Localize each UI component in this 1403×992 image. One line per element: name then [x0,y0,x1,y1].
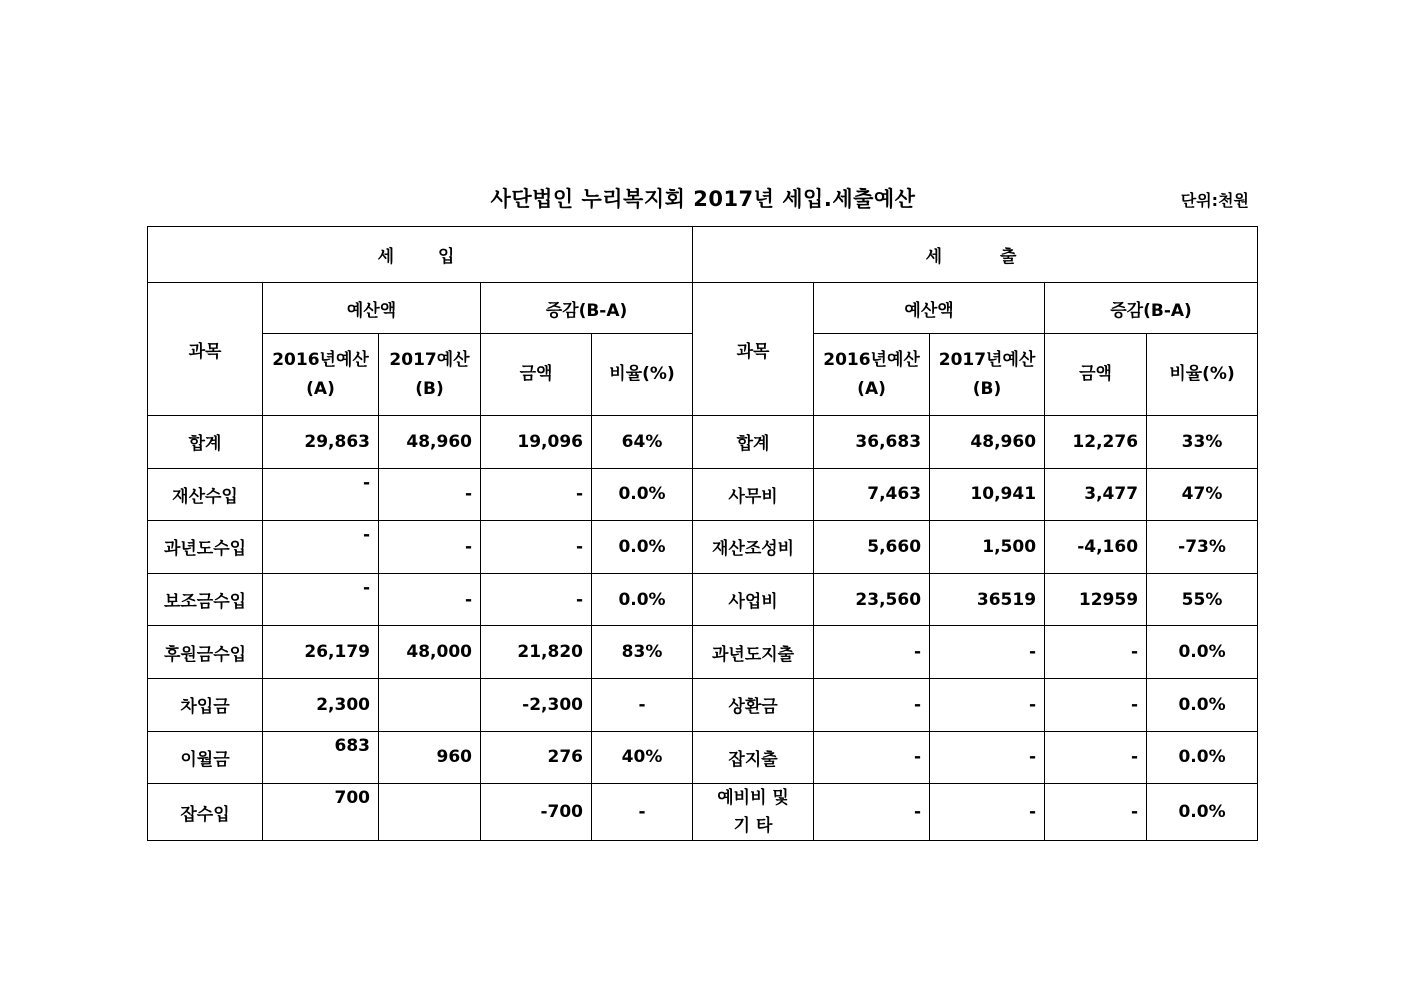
income-2017-header-line1: 2017예산 [389,349,470,370]
income-2016: 683 [263,731,379,784]
expense-subject-header: 과목 [693,283,814,416]
income-2016: 700 [263,784,379,841]
group-header-row [148,283,1258,334]
expense-amount: - [1045,626,1147,679]
income-subject-header: 과목 [148,283,263,416]
income-subject: 잡수입 [148,784,263,841]
expense-2016: 23,560 [814,573,930,626]
expense-ratio-header: 비율(%) [1147,334,1258,416]
table-row [148,731,1258,784]
expense-amount: 12959 [1045,573,1147,626]
expense-subject: 사무비 [693,468,814,521]
income-2017-header-line2: (B) [415,378,444,399]
income-budget-header: 예산액 [263,283,481,334]
expense-ratio: 0.0% [1147,784,1258,841]
income-2016: - [263,573,379,626]
expense-2017-header-line2: (B) [972,378,1002,399]
income-ratio: 0.0% [592,468,693,521]
section-header-row [148,227,1258,283]
expense-amount-header: 금액 [1045,334,1147,416]
income-2017 [379,678,481,731]
income-ratio: 40% [592,731,693,784]
income-ratio: 83% [592,626,693,679]
expense-ratio: 33% [1147,416,1258,469]
income-2017 [379,784,481,841]
income-2017: 48,000 [379,626,481,679]
expense-2016-header [814,334,930,416]
income-2016: 29,863 [263,416,379,469]
income-2016: 26,179 [263,626,379,679]
expense-budget-header: 예산액 [814,283,1045,334]
income-amount: - [481,521,592,574]
expense-subject: 합계 [693,416,814,469]
income-amount: - [481,573,592,626]
expense-amount: - [1045,678,1147,731]
income-subject: 재산수입 [148,468,263,521]
expense-ratio: 0.0% [1147,626,1258,679]
income-amount: - [481,468,592,521]
expense-header: 세출 [693,227,1258,283]
expense-amount: 3,477 [1045,468,1147,521]
expense-2017: - [930,626,1045,679]
income-subject: 합계 [148,416,263,469]
income-2017: - [379,573,481,626]
expense-subject: 재산조성비 [693,521,814,574]
expense-2016: - [814,731,930,784]
unit-label: 단위:천원 [1180,191,1249,210]
expense-2016: 36,683 [814,416,930,469]
income-ratio: - [592,784,693,841]
income-amount-header: 금액 [481,334,592,416]
income-subject: 보조금수입 [148,573,263,626]
income-change-header: 증감(B-A) [481,283,693,334]
expense-ratio: 47% [1147,468,1258,521]
expense-subject: 상환금 [693,678,814,731]
expense-2017: - [930,784,1045,841]
income-subject: 과년도수입 [148,521,263,574]
income-2016-header [263,334,379,416]
expense-2017: - [930,731,1045,784]
expense-amount: -4,160 [1045,521,1147,574]
income-ratio: - [592,678,693,731]
expense-subject: 잡지출 [693,731,814,784]
expense-subject [693,784,814,841]
income-2016-header-line2: (A) [306,378,335,399]
expense-subject: 과년도지출 [693,626,814,679]
expense-amount: - [1045,784,1147,841]
income-amount: -2,300 [481,678,592,731]
income-subject: 후원금수입 [148,626,263,679]
expense-change-header: 증감(B-A) [1045,283,1258,334]
income-2016: - [263,521,379,574]
income-header: 세입 [148,227,693,283]
expense-2016-header-line1: 2016년예산 [823,349,920,370]
income-2017: 960 [379,731,481,784]
income-amount: 19,096 [481,416,592,469]
income-2017: - [379,468,481,521]
table-row [148,784,1258,841]
expense-ratio: 55% [1147,573,1258,626]
income-2016-header-line1: 2016년예산 [272,349,369,370]
table-row [148,573,1258,626]
expense-2017-header [930,334,1045,416]
income-2016: - [263,468,379,521]
income-subject: 차입금 [148,678,263,731]
expense-2017-header-line1: 2017년예산 [938,349,1036,370]
expense-ratio: 0.0% [1147,731,1258,784]
expense-ratio: 0.0% [1147,678,1258,731]
expense-ratio: -73% [1147,521,1258,574]
income-ratio-header: 비율(%) [592,334,693,416]
income-amount: 21,820 [481,626,592,679]
income-ratio: 64% [592,416,693,469]
income-amount: 276 [481,731,592,784]
budget-table [147,226,1258,841]
income-2017-header [379,334,481,416]
expense-amount: - [1045,731,1147,784]
expense-subject: 사업비 [693,573,814,626]
expense-2016: - [814,678,930,731]
expense-subject-line1: 예비비 및 [717,788,789,809]
expense-2017: 1,500 [930,521,1045,574]
table-row [148,521,1258,574]
expense-2017: - [930,678,1045,731]
expense-2017: 10,941 [930,468,1045,521]
table-row [148,416,1258,469]
page-title: 사단법인 누리복지회 2017년 세입.세출예산 [490,187,916,211]
income-ratio: 0.0% [592,521,693,574]
expense-2016: - [814,784,930,841]
expense-2016: 7,463 [814,468,930,521]
table-row [148,468,1258,521]
table-row [148,678,1258,731]
expense-2017: 48,960 [930,416,1045,469]
income-ratio: 0.0% [592,573,693,626]
income-2017: 48,960 [379,416,481,469]
expense-subject-line2: 기 타 [733,816,773,837]
income-2017: - [379,521,481,574]
income-amount: -700 [481,784,592,841]
expense-2016: 5,660 [814,521,930,574]
expense-amount: 12,276 [1045,416,1147,469]
income-2016: 2,300 [263,678,379,731]
expense-2016-header-line2: (A) [857,378,886,399]
expense-2017: 36519 [930,573,1045,626]
expense-2016: - [814,626,930,679]
table-row [148,626,1258,679]
income-subject: 이월금 [148,731,263,784]
